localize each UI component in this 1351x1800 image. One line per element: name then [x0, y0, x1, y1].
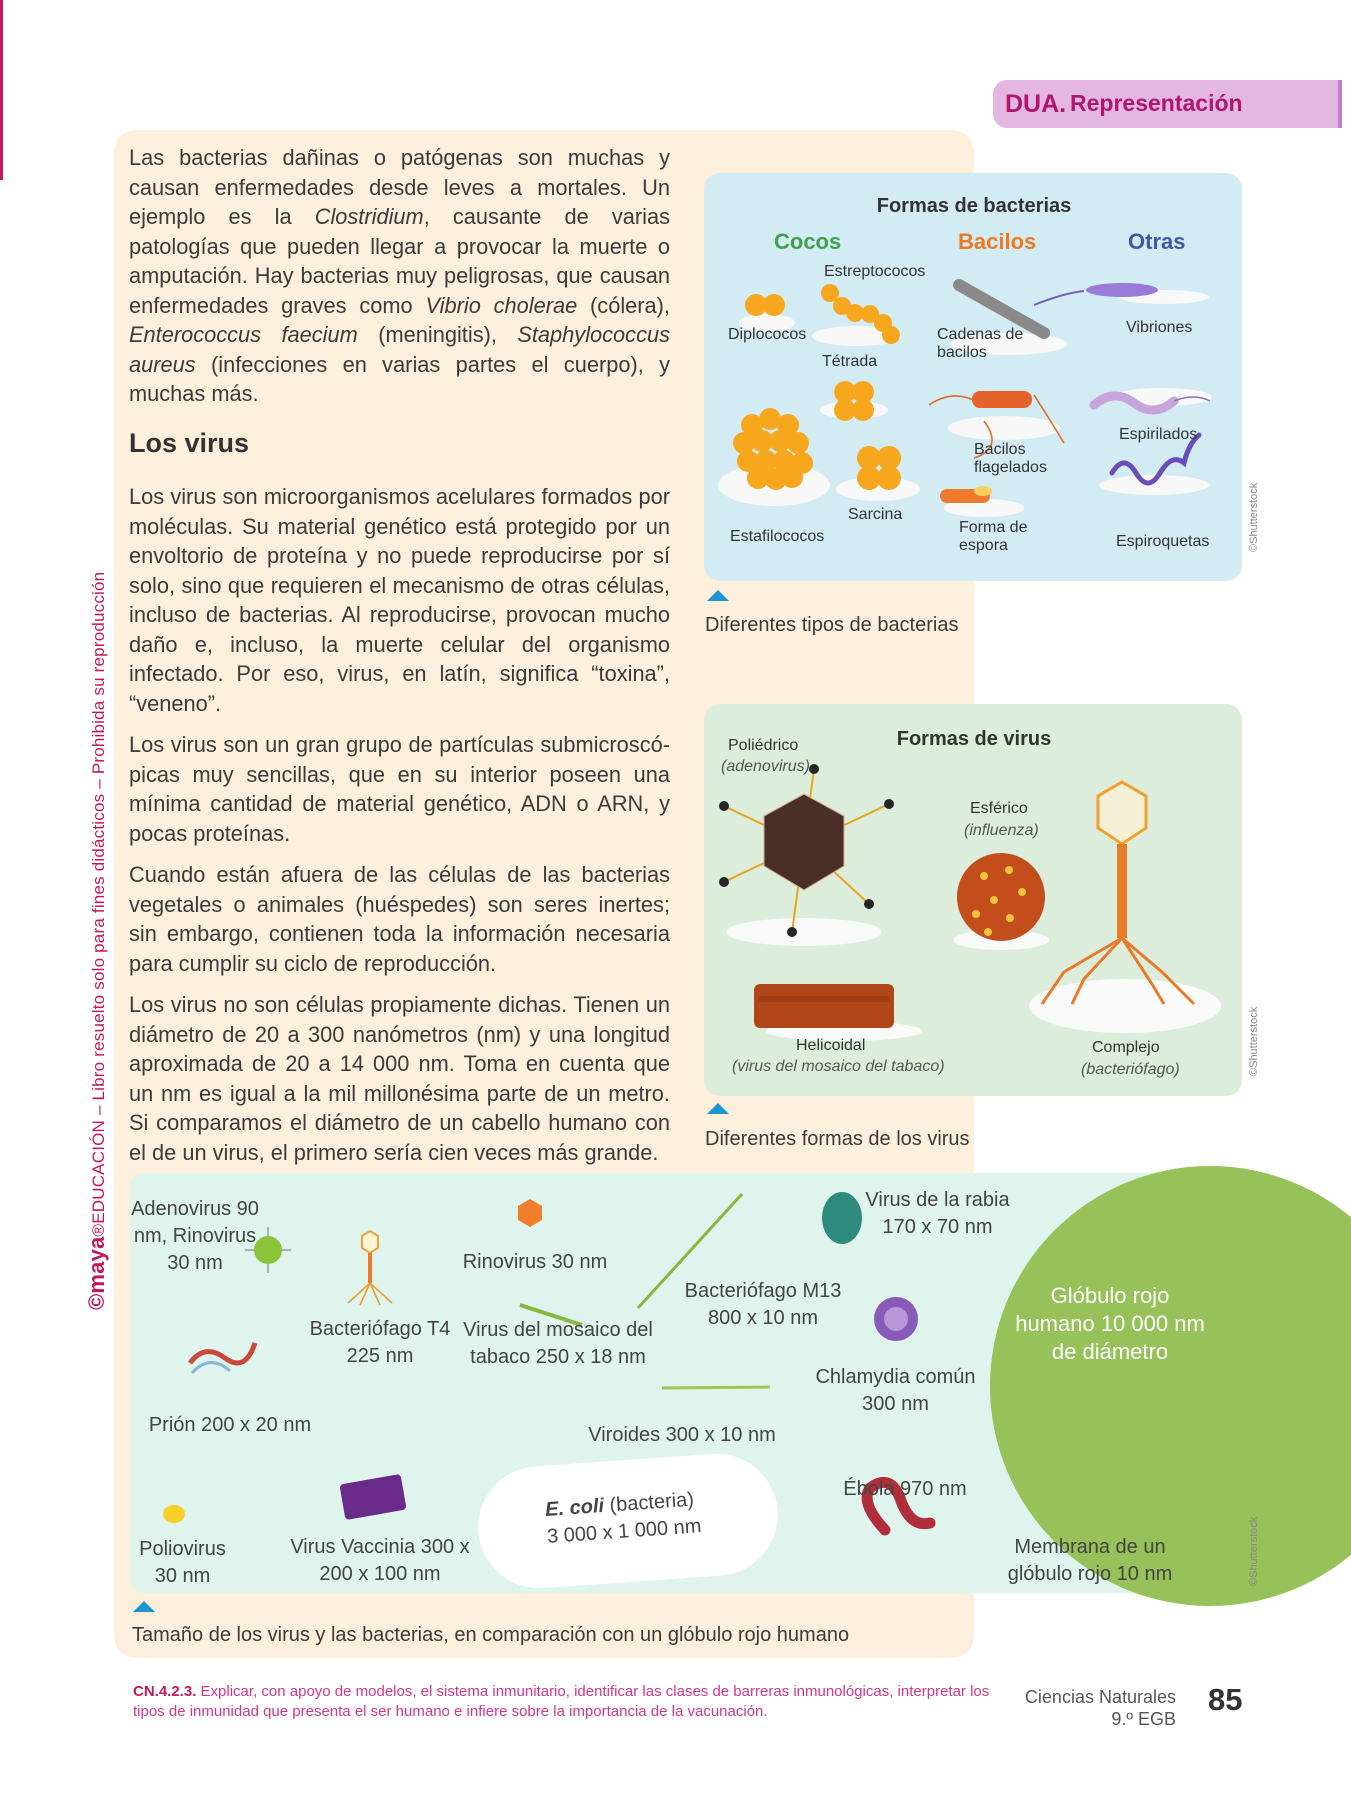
ecoli-size: 3 000 x 1 000 nm — [546, 1515, 703, 1548]
dua-badge-prefix: DUA. — [1005, 90, 1067, 118]
label-virus-mosaico: Virus del mosaico del tabaco 250 x 18 nm — [463, 1319, 653, 1368]
paragraph-virus-particles: Los virus son un gran grupo de partículas submicroscópicas muy sencillas, que en su interior poseen una mínima cantidad de material genético, ADN o ARN, y pocas proteínas. — [129, 732, 670, 846]
label-vaccinia: Virus Vaccinia 300 x 200 x 100 nm — [290, 1536, 470, 1585]
text-segment: (meningitis), — [357, 322, 518, 347]
group-otras: Otras — [1128, 229, 1186, 254]
text-segment: (cólera), — [577, 292, 670, 318]
label-rinovirus: Rinovirus 30 nm — [462, 1251, 608, 1273]
label-chlamydia: Chlamydia común 300 nm — [815, 1366, 976, 1415]
paragraph-virus-size: Los virus no son células propiamente dichas. Tienen un diámetro de 20 a 300 nanómetros (nm) y una longitud aproximada de 20 a 14 000 nm. Toma en cuenta que un nm es igual a la mil millonésima parte de un metro. Si comparamos el diámetro de un cabello humano con el de un virus, el primero sería cien veces más grande. — [129, 992, 670, 1165]
text-segment: (infecciones en varias partes el cuerpo), y muchas más. — [129, 351, 670, 406]
rinovirus-shape — [518, 1199, 542, 1227]
caption-marker-icon — [707, 1103, 729, 1114]
label-esferico-sub — [964, 822, 1039, 840]
caption-size: Tamaño de los virus y las bacterias, en comparación con un glóbulo rojo humano — [132, 1624, 850, 1646]
section-heading: Los virus — [129, 427, 250, 458]
label-membrana: Membrana de un glóbulo rojo 10 nm — [1007, 1536, 1173, 1585]
curriculum-code — [133, 1682, 993, 1722]
caption-virus: Diferentes formas de los virus — [705, 1128, 970, 1150]
species-clostridium: Clostridium — [314, 204, 424, 229]
label-helicoidal-sub-text: (virus del mosaico del tabaco) — [732, 1058, 945, 1075]
caption-marker-icon — [707, 590, 729, 601]
credit-virus: ©Shutterstock — [1248, 1006, 1260, 1076]
icosahedral-virus — [719, 764, 894, 937]
bacteriophage — [1042, 782, 1194, 1004]
label-poliedrico: Poliédrico — [728, 737, 799, 754]
label-bacteriofago-t4: Bacteriófago T4 225 nm — [309, 1318, 451, 1367]
label-cadenas-bacilos: Cadenas de bacilos — [937, 326, 1024, 361]
page-edge-marker — [0, 0, 3, 180]
label-complejo: Complejo — [1092, 1039, 1160, 1056]
paragraph-virus-inert: Cuando están afuera de las células de las bacterias vegetales o animales (huéspedes) son seres inertes; sin embargo, contienen toda la información necesaria para cumplir su ciclo de reproducción. — [129, 862, 670, 976]
viroid-shape — [662, 1387, 770, 1388]
species-vibrio: Vibrio cholerae — [425, 292, 578, 318]
label-adenovirus: Adenovirus 90 nm, Rinovirus 30 nm — [131, 1198, 259, 1274]
paragraph-virus-definition: Los virus son microorganismos acelulares formados por moléculas. Su material genético está protegido por un envoltorio de proteína y no puede reproducirse por sí solo, sino que requieren el mecanismo de otras células, incluso de bacterias. Al reproducirse, provocan mucho daño e, incluso, la muerte celular del organismo infectado. Por eso, virus, en latín, significa “toxina”, “veneno”. — [129, 484, 670, 716]
label-forma-espora: Forma de espora — [959, 519, 1028, 554]
label-viroides: Viroides 300 x 10 nm — [588, 1424, 776, 1446]
species-enterococcus: Enterococcus faecium — [129, 322, 358, 347]
label-globulo-rojo: Glóbulo rojo humano 10 000 nm de diámetro — [1015, 1283, 1205, 1364]
chlamydia-shape — [874, 1297, 918, 1341]
label-rabia: Virus de la rabia 170 x 70 nm — [865, 1189, 1010, 1238]
virus-figure — [704, 704, 1242, 1096]
copyright-sidebar — [84, 410, 110, 1310]
copyright-brand: ©maya — [84, 1236, 109, 1310]
copyright-text: ®EDUCACIÓN – Libro resuelto solo para fines didácticos – Prohibida su reproducción — [89, 571, 108, 1237]
label-esferico-sub-text: (influenza) — [964, 822, 1039, 839]
dua-badge — [993, 80, 1342, 128]
label-tetrada: Tétrada — [822, 353, 878, 370]
label-vibriones: Vibriones — [1126, 319, 1193, 336]
label-estreptococos: Estreptococos — [824, 263, 926, 280]
label-helicoidal: Helicoidal — [796, 1037, 866, 1054]
page-number: 85 — [1208, 1682, 1243, 1717]
ecoli-type: (bacteria) — [608, 1488, 695, 1517]
label-complejo-sub-text: (bacteriófago) — [1081, 1061, 1180, 1078]
credit-bacteria: ©Shutterstock — [1248, 482, 1260, 552]
main-text — [129, 143, 670, 1179]
label-prion: Prión 200 x 20 nm — [148, 1414, 312, 1436]
label-estafilococos: Estafilococos — [730, 528, 825, 545]
caption-bacteria: Diferentes tipos de bacterias — [705, 614, 959, 636]
virus-figure-title: Formas de virus — [896, 728, 1052, 750]
footer-subject — [996, 1686, 1176, 1730]
vaccinia-shape — [339, 1474, 406, 1520]
cocci-shapes — [733, 284, 901, 490]
paragraph-bacteria — [129, 143, 670, 409]
group-bacilos: Bacilos — [958, 229, 1037, 254]
label-poliedrico-sub-text: (adenovirus) — [721, 758, 810, 775]
species-staphylococcus: Staphylococcus aureus — [129, 322, 670, 377]
label-helicoidal-sub — [732, 1058, 945, 1076]
prion-shape — [190, 1343, 255, 1373]
bacteria-figure — [704, 173, 1242, 581]
label-espirilados: Espirilados — [1119, 426, 1198, 443]
group-cocos: Cocos — [774, 229, 842, 254]
label-bacteriofago-m13: Bacteriófago M13 800 x 10 nm — [684, 1280, 842, 1329]
spherical-virus — [957, 853, 1045, 941]
label-diplococos: Diplococos — [728, 326, 807, 343]
label-sarcina: Sarcina — [848, 506, 903, 523]
text-segment: Las bacterias dañinas o patógenas son muchas y causan enfermedades desde leves a mortales. Un ejemplo es la — [129, 145, 670, 229]
credit-size: ©Shutterstock — [1248, 1516, 1260, 1586]
dua-badge-label: Representación — [1070, 90, 1243, 116]
footer-grade: 9.º EGB — [1111, 1709, 1176, 1729]
t4-shape — [348, 1231, 392, 1305]
curriculum-code-id: CN.4.2.3. — [133, 1683, 197, 1700]
footer-subject-name: Ciencias Naturales — [1024, 1687, 1176, 1707]
label-ebola: Ébola 970 nm — [843, 1478, 967, 1500]
label-complejo-sub — [1081, 1061, 1180, 1079]
ecoli-name: E. coli — [544, 1494, 605, 1521]
poliovirus-shape — [163, 1505, 185, 1523]
label-poliedrico-sub — [721, 758, 810, 776]
label-esferico: Esférico — [970, 800, 1028, 817]
curriculum-code-text: Explicar, con apoyo de modelos, el sistema inmunitario, identificar las clases de barreras inmunológicas, interpretar los tipos de inmunidad que presenta el ser humano e infiere sobre la importancia de la vacunación. — [133, 1683, 990, 1720]
label-espiroquetas: Espiroquetas — [1116, 533, 1210, 550]
caption-marker-icon — [133, 1601, 155, 1612]
bacteria-figure-title: Formas de bacterias — [876, 195, 1072, 217]
label-poliovirus: Poliovirus 30 nm — [139, 1538, 226, 1587]
helical-virus — [754, 984, 894, 1028]
text-segment: , causante de varias patologías que pueden llegar a provocar la muerte o amputación. Hay bacterias muy peligrosas, que causan enfermedades graves como — [129, 204, 670, 318]
label-bacilos-flagelados: Bacilos flagelados — [974, 441, 1047, 476]
